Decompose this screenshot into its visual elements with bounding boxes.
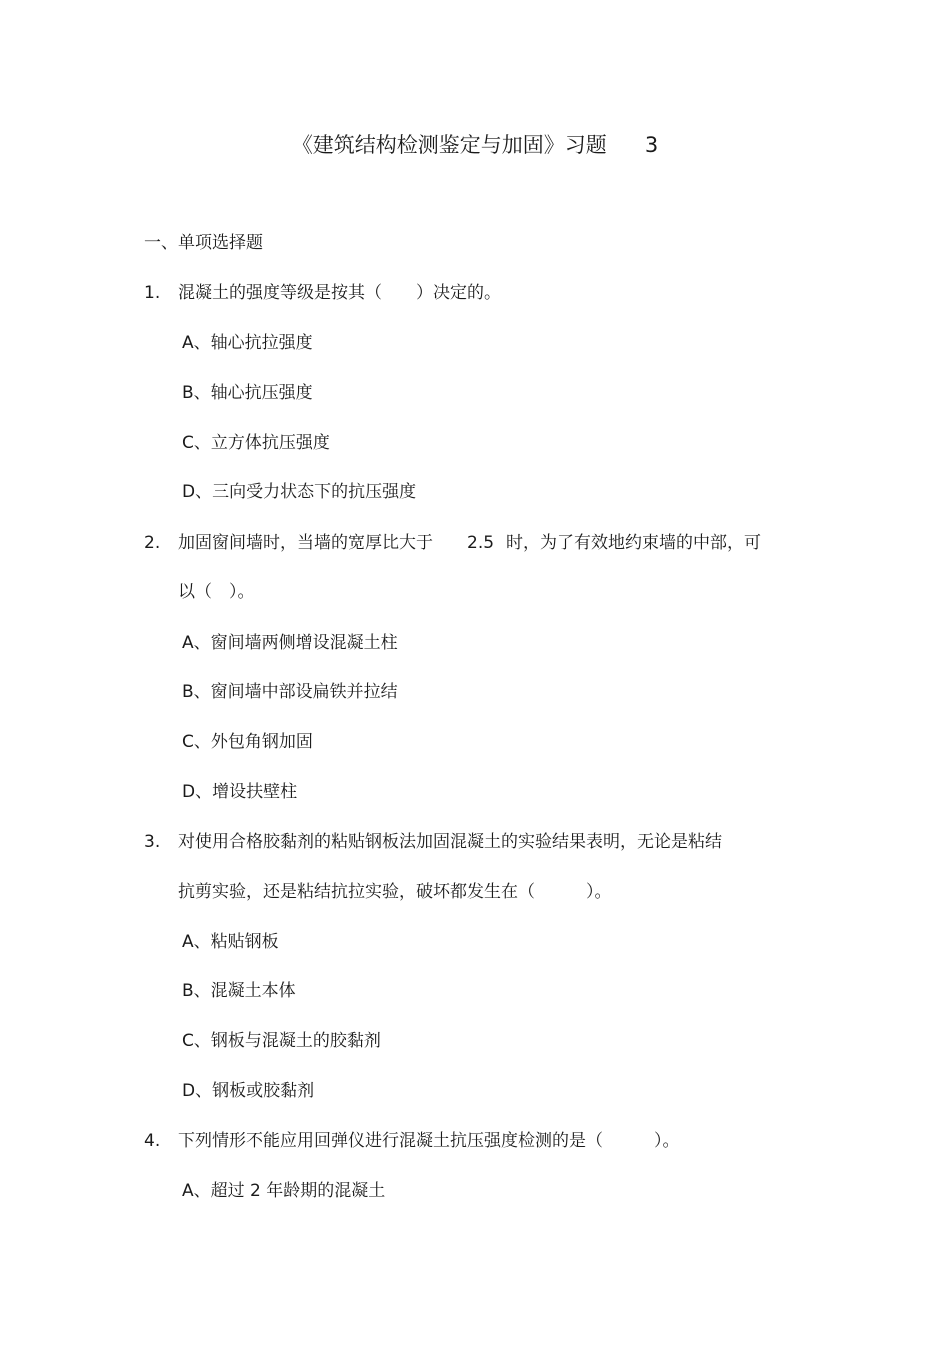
option-1d: D、三向受力状态下的抗压强度: [182, 482, 417, 502]
question-text: 混凝土的强度等级是按其（ ）决定的。: [178, 283, 501, 303]
question-text: 下列情形不能应用回弹仪进行混凝土抗压强度检测的是（ ）。: [178, 1131, 680, 1151]
question-text: 加固窗间墙时，当墙的宽厚比大于: [178, 533, 433, 553]
question-2: [144, 531, 761, 555]
question-3-line-2: 抗剪实验，还是粘结抗拉实验，破坏都发生在（ ）。: [178, 882, 612, 902]
question-3: [144, 830, 722, 854]
option-3c: C、钢板与混凝土的胶黏剂: [182, 1031, 381, 1051]
question-number: 3.: [144, 832, 161, 852]
option-3d: D、钢板或胶黏剂: [182, 1081, 315, 1101]
section-heading: 一、单项选择题: [144, 233, 263, 253]
option-1a: A、轴心抗拉强度: [182, 333, 313, 353]
question-1: [144, 281, 501, 305]
question-text: 对使用合格胶黏剂的粘贴钢板法加固混凝土的实验结果表明，无论是粘结: [178, 832, 722, 852]
question-value: 2.5: [467, 533, 495, 553]
option-4a: A、超过 2 年龄期的混凝土: [182, 1181, 386, 1201]
option-3b: B、混凝土本体: [182, 981, 296, 1001]
option-2c: C、外包角钢加固: [182, 732, 313, 752]
question-4: [144, 1129, 680, 1153]
title-text: 《建筑结构检测鉴定与加固》习题: [291, 133, 607, 157]
option-1b: B、轴心抗压强度: [182, 383, 313, 403]
option-3a: A、粘贴钢板: [182, 932, 279, 952]
question-text-cont: 时，为了有效地约束墙的中部，可: [506, 533, 762, 553]
option-2d: D、增设扶壁柱: [182, 782, 298, 802]
question-2-line-2: 以（ ）。: [178, 582, 255, 602]
title-number: 3: [644, 133, 659, 157]
question-number: 4.: [144, 1131, 161, 1151]
page-title: [0, 131, 950, 159]
question-number: 2.: [144, 533, 161, 553]
option-2a: A、窗间墙两侧增设混凝土柱: [182, 633, 398, 653]
option-2b: B、窗间墙中部设扁铁并拉结: [182, 682, 398, 702]
question-number: 1.: [144, 283, 161, 303]
option-1c: C、立方体抗压强度: [182, 433, 330, 453]
